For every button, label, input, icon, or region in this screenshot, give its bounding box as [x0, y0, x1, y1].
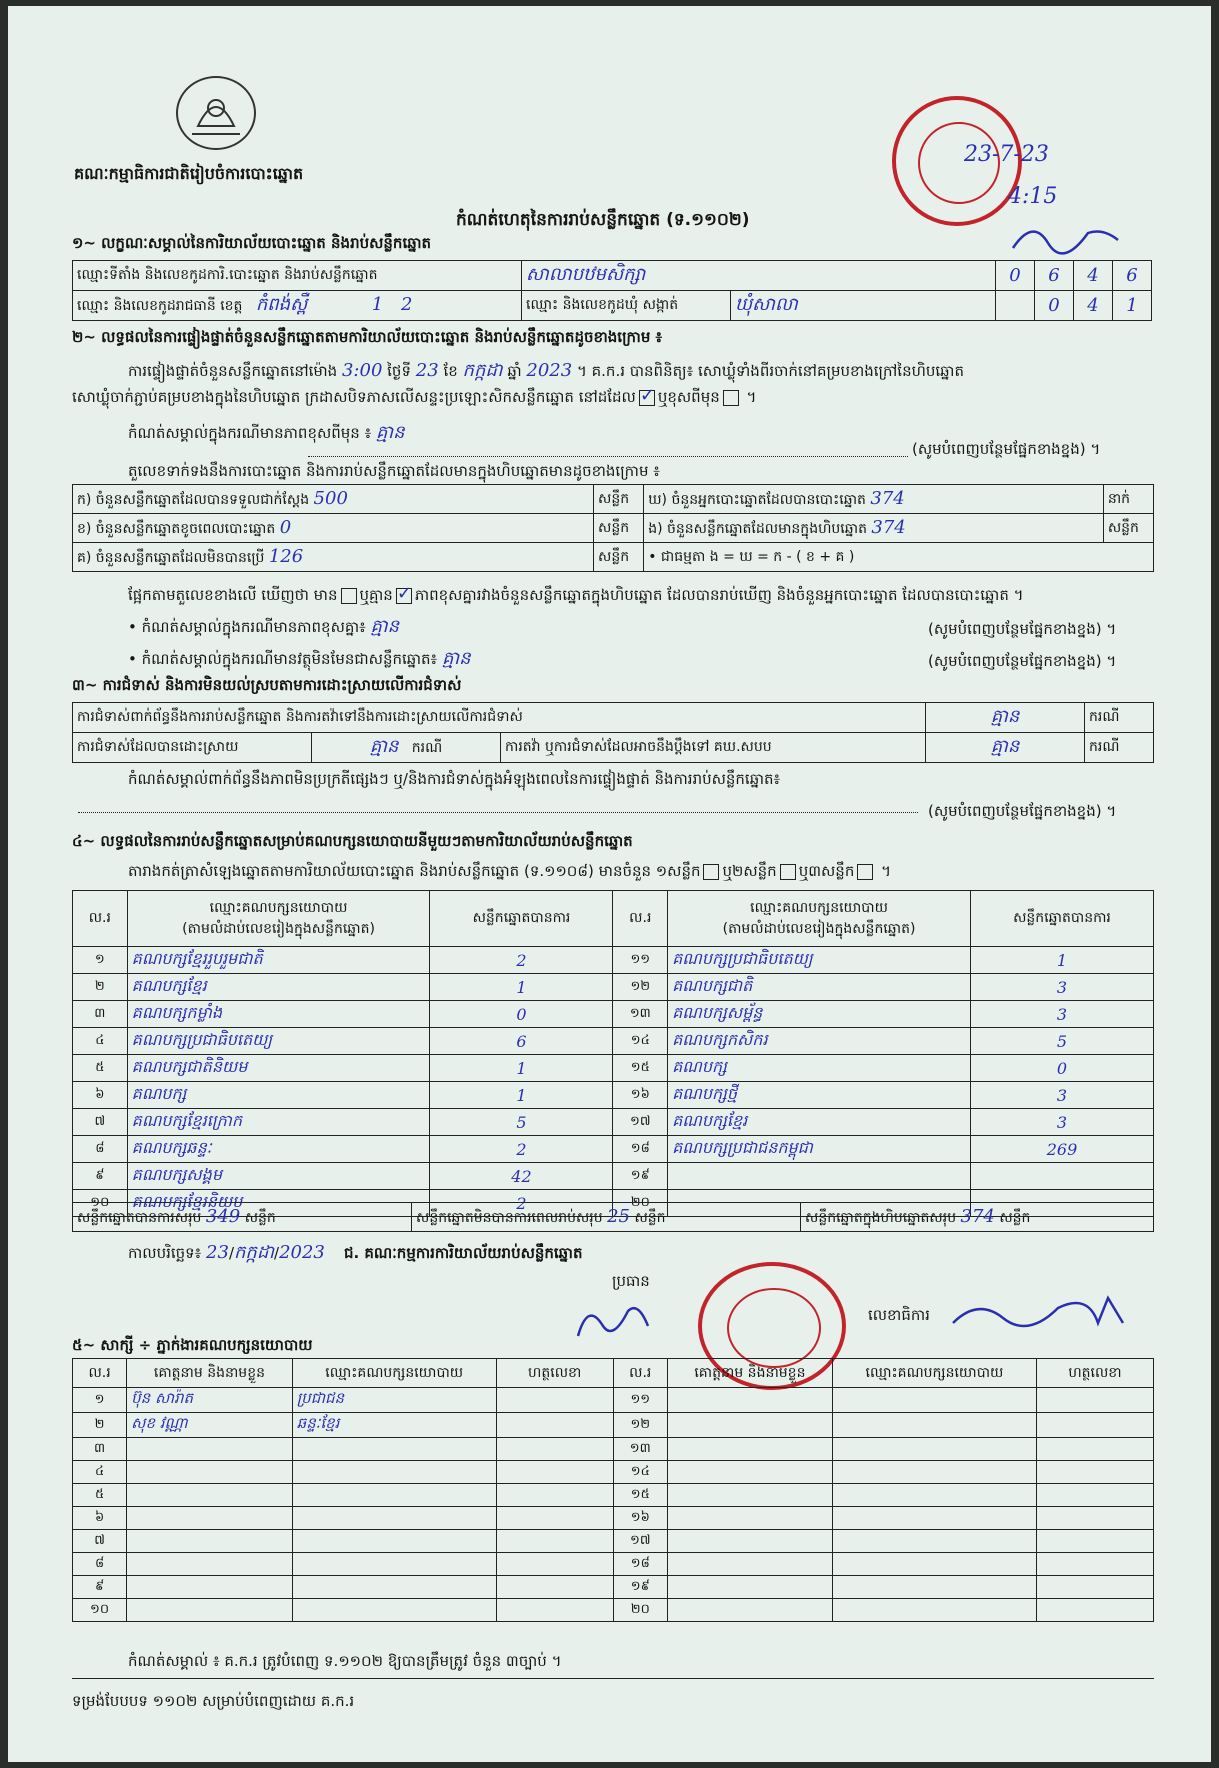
- no-discrepancy-checkbox[interactable]: [396, 588, 412, 604]
- agent-name: [127, 1553, 293, 1576]
- form-title: កំណត់ហេតុនៃការរាប់សន្លឹកឆ្នោត (ទ.១១០២): [456, 210, 750, 230]
- agent-signature: [1036, 1484, 1153, 1507]
- chair-label: ប្រធាន: [612, 1272, 650, 1290]
- agent-signature: [1036, 1599, 1153, 1622]
- agent-signature: [496, 1530, 613, 1553]
- vote-count: 3: [970, 1082, 1153, 1109]
- valid-total: 349: [205, 1205, 241, 1227]
- agent-row: [73, 1388, 1154, 1413]
- agent-signature: [496, 1484, 613, 1507]
- row-number: ៦: [73, 1507, 127, 1530]
- foreign-object-note: • កំណត់សម្គាល់ក្នុងករណីមានវត្ថុមិនមែនជាសន្លឹកឆ្នោត៖ គ្មាន: [128, 648, 471, 669]
- vote-count: 2: [430, 1190, 613, 1217]
- party-name: គណបក្សប្រជាធិបតេយ្យ: [668, 947, 971, 974]
- vote-count: 2: [430, 1136, 613, 1163]
- party-agents-table: ល.រ គោត្តនាម និងនាមខ្លួន ឈ្មោះគណបក្សនយោបាយ ហត្ថលេខា ល.រ គោត្តនាម និងនាមខ្លួន ឈ្មោះគណបក្សនយោបាយ ហត្ថលេខា ១ ប៊ុន សារ៉ាត ប្រជាជន ១១ ២ សុខ វណ្ណា ឆន្ទៈខ្មែរ ១២ ៣ ១៣ ៤ ១៤ ៥ ១៥ ៦ ១៦ ៧ ១៧ ៨ ១៨ ៩ ១៩ ១០ ២០: [72, 1358, 1154, 1622]
- objections-table: ការជំទាស់ពាក់ព័ន្ធនឹងការរាប់សន្លឹកឆ្នោត និងការតវ៉ាទៅនឹងការដោះស្រាយលើការជំទាស់ គ្មាន ករណី ការជំទាស់ដែលបានដោះស្រាយ គ្មាន ករណី ការតវ៉ា ឬការជំទាស់ដែលអាចនឹងប្តឹងទៅ គឃ.សបប គ្មាន ករណី: [72, 702, 1154, 763]
- agent-name: [667, 1576, 832, 1599]
- agent-name: [667, 1438, 832, 1461]
- row-number: ១៥: [613, 1055, 668, 1082]
- form-footer: ទម្រង់បែបបទ ១១០២ សម្រាប់បំពេញដោយ គ.ក.រ: [72, 1692, 355, 1710]
- agent-name: [127, 1438, 293, 1461]
- stamp-time: 4:15: [1008, 184, 1058, 209]
- party-name: គណបក្សខ្មែរក្រោក: [127, 1109, 430, 1136]
- verify-month: កក្កដា: [462, 360, 503, 381]
- agent-signature: [1036, 1388, 1153, 1413]
- agent-name: [667, 1413, 832, 1438]
- agent-signature: [1036, 1413, 1153, 1438]
- party-name: គណបក្សខ្មែរនិយម: [127, 1190, 430, 1217]
- row-number: ៦: [73, 1082, 128, 1109]
- province-label: ឈ្មោះ និងលេខកូដរាជធានី ខេត្ត: [77, 298, 243, 314]
- agent-row: [73, 1576, 1154, 1599]
- agent-party: [292, 1599, 496, 1622]
- formula: ជាធម្មតា ង = ឃ = ក - ( ខ + គ ): [660, 548, 855, 565]
- row-number: ១៧: [613, 1530, 667, 1553]
- agent-party: [832, 1484, 1036, 1507]
- agent-signature: [496, 1576, 613, 1599]
- row-number: ៣: [73, 1438, 127, 1461]
- agent-name: [667, 1599, 832, 1622]
- province-value: កំពង់ស្ពឺ: [255, 294, 308, 315]
- agent-party: [832, 1461, 1036, 1484]
- agent-signature: [496, 1461, 613, 1484]
- verify-day: 23: [415, 360, 439, 381]
- agent-party: [832, 1438, 1036, 1461]
- party-name: គណបក្ស: [127, 1082, 430, 1109]
- agent-row: [73, 1413, 1154, 1438]
- received-value: 500: [313, 487, 348, 509]
- row-number: ៨: [73, 1553, 127, 1576]
- election-form-page: គណៈកម្មាធិការជាតិរៀបចំការបោះឆ្នោត កំណត់ហេតុនៃការរាប់សន្លឹកឆ្នោត (ទ.១១០២) 23-7-23 4:15 ១~ លក្ខណៈសម្គាល់នៃការិយាល័យបោះឆ្នោត និងរាប់សន្លឹកឆ្នោត ឈ្មោះទីតាំង និងលេខកូដការិ.បោះឆ្នោត និងរាប់សន្លឹកឆ្នោត សាលាបឋមសិក្សា 0 6 4 6 ឈ្មោះ និងលេខកូដរាជធានី ខេត្ត កំពង់ស្ពឺ 1 2 ឈ្មោះ និងលេខកូដឃុំ សង្កាត់ ឃុំសាលា 0 4 1 ២~ លទ្ធផលនៃការផ្ទៀងផ្ទាត់ចំនួនសន្លឹកឆ្នោតតាមការិយាល័យបោះឆ្នោត និងរាប់សន្លឹកឆ្នោតដូចខាងក្រោម ៖ ការផ្ទៀងផ្ទាត់ចំនួនសន្លឹកឆ្នោតនៅម៉ោង 3:00 ថ្ងៃទី 23 ខែ កក្កដា ឆ្នាំ 2023 ។ គ.ក.រ បានពិនិត្យ៖ សោឃ្លុំទាំងពីរចាក់នៅគម្របខាងក្រៅនៃហិបឆ្នោត សោឃ្លុំចាក់ភ្ជាប់គម្របខាងក្នុងនៃហិបឆ្នោត ក្រដាសបិទភាសលើសន្ទះប្រឡោះសិកសន្លឹកឆ្នោត នៅដដែល✓ ឬខុសពីមុន ។ កំណត់សម្គាល់ក្នុងករណីមានភាពខុសពីមុន ៖ គ្មាន (សូមបំពេញបន្ថែមផ្នែកខាងខ្នង) ។ តួលេខទាក់ទងនឹងការបោះឆ្នោត និងការរាប់សន្លឹកឆ្នោតដែលមានក្នុងហិបឆ្នោតមានដូចខាងក្រោម ៖ ក) ចំនួនសន្លឹកឆ្នោតដែលបានទទួលជាក់ស្តែង 500 សន្លឹក ឃ) ចំនួនអ្នកបោះឆ្នោតដែលបានបោះឆ្នោត 374 នាក់ ខ) ចំនួនសន្លឹកឆ្នោតខូចពេលបោះឆ្នោត 0 សន្លឹក ង) ចំនួនសន្លឹកឆ្នោតដែលមានក្នុងហិបឆ្នោត 374 សន្លឹក គ) ចំនួនសន្លឹកឆ្នោតដែលមិនបានប្រើ 126 សន្លឹក • ជាធម្មតា ង = ឃ = ក - ( ខ + គ ) ផ្អែកតាមតួលេខខាងលើ ឃើញថា មាន ឬគ្មាន✓ ភាពខុសគ្នារវាងចំនួនសន្លឹកឆ្នោតក្នុងហិបឆ្នោត ដែលបានរាប់ឃើញ និងចំនួនអ្នកបោះឆ្នោត ដែលបានបោះឆ្នោត ។ • កំណត់សម្គាល់ក្នុងករណីមានភាពខុសគ្នា៖ គ្មាន (សូមបំពេញបន្ថែមផ្នែកខាងខ្នង) ។ • កំណត់សម្គាល់ក្នុងករណីមានវត្ថុមិនមែនជាសន្លឹកឆ្នោត៖ គ្មាន (សូមបំពេញបន្ថែមផ្នែកខាងខ្នង) ។ ៣~ ការជំទាស់ និងការមិនយល់ស្របតាមការដោះស្រាយលើការជំទាស់ ការជំទាស់ពាក់ព័ន្ធនឹងការរាប់សន្លឹកឆ្នោត និងការតវ៉ាទៅនឹងការដោះស្រាយលើការជំទាស់ គ្មាន ករណី ការជំទាស់ដែលបានដោះស្រាយ គ្មាន ករណី ការតវ៉ា ឬការជំទាស់ដែលអាចនឹងប្តឹងទៅ គឃ.សបប គ្មាន ករណី កំណត់សម្គាល់ពាក់ព័ន្ធនឹងភាពមិនប្រក្រតីផ្សេងៗ ឬ/និងការជំទាស់ក្នុងអំឡុងពេលនៃការផ្ទៀងផ្ទាត់ និងការរាប់សន្លឹកឆ្នោត៖ (សូមបំពេញបន្ថែមផ្នែកខាងខ្នង) ។ ៤~ លទ្ធផលនៃការរាប់សន្លឹកឆ្នោតសម្រាប់គណបក្សនយោបាយនីមួយៗតាមការិយាល័យរាប់សន្លឹកឆ្នោត តារាងកត់ត្រាសំឡេងឆ្នោតតាមការិយាល័យបោះឆ្នោត និងរាប់សន្លឹកឆ្នោត (ទ.១១០៨) មានចំនួន ១សន្លឹក ឬ២សន្លឹក ឬ៣សន្លឹក ។ ល.រ ឈ្មោះគណបក្សនយោបាយ (តាមលំដាប់លេខរៀងក្នុងសន្លឹកឆ្នោត) សន្លឹកឆ្នោតបានការ ល.រ ឈ្មោះគណបក្សនយោបាយ (តាមលំដាប់លេខរៀងក្នុងសន្លឹកឆ្នោត) សន្លឹកឆ្នោតបានការ ១ គណបក្សខ្មែររួបរួមជាតិ 2 ១១ គណបក្សប្រជាធិបតេយ្យ 1 ២ គណបក្សខ្មែរ 1 ១២ គណបក្សជាតិ 3 ៣ គណបក្សកម្លាំង 0 ១៣ គណបក្សសម្ព័ន្ធ 3 ៤ គណបក្សប្រជាធិបតេយ្យ 6 ១៤ គណបក្សកសិករ 5 ៥ គណបក្សជាតិនិយម 1 ១៥ គណបក្ស 0 ៦ គណបក្ស 1 ១៦ គណបក្សថ្មី 3 ៧ គណបក្សខ្មែរក្រោក 5 ១៧ គណបក្សខ្មែរ 3 ៨ គណបក្សឆន្ទៈ 2 ១៨ គណបក្សប្រជាជនកម្ពុជា 269 ៩ គណបក្សសង្គម 42 ១៩ ១០ គណបក្សខ្មែរនិយម 2 ២០ សន្លឹកឆ្នោតបានការសរុប 349 សន្លឹក សន្លឹកឆ្នោតមិនបានការពេលរាប់សរុប 25 សន្លឹក សន្លឹកឆ្នោតក្នុងហិបឆ្នោតសរុប 374 សន្លឹក កាលបរិច្ឆេទ៖ 23/កក្កដា/2023 ជ. គណៈកម្មការការិយាល័យរាប់សន្លឹកឆ្នោត ប្រធាន លេខាធិការ ៥~ សាក្សី ÷ ភ្នាក់ងារគណបក្សនយោបាយ ល.រ គោត្តនាម និងនាមខ្លួន ឈ្មោះគណបក្សនយោបាយ ហត្ថលេខា ល.រ គោត្តនាម និងនាមខ្លួន ឈ្មោះគណបក្សនយោបាយ ហត្ថលេខា ១ ប៊ុន សារ៉ាត ប្រជាជន ១១ ២ សុខ វណ្ណា ឆន្ទៈខ្មែរ ១២ ៣ ១៣ ៤ ១៤ ៥ ១៥ ៦ ១៦ ៧ ១៧ ៨ ១៨ ៩ ១៩ ១០ ២០ កំណត់សម្គាល់ ៖ គ.ក.រ ត្រូវបំពេញ ទ.១១០២ ឱ្យបានត្រឹមត្រូវ ចំនួន ៣ច្បាប់ ។ ទម្រង់បែបបទ ១១០២ សម្រាប់បំពេញដោយ គ.ក.រ: [8, 6, 1211, 1762]
- two-sheet-checkbox[interactable]: [780, 864, 796, 880]
- verify-time: 3:00: [341, 360, 383, 381]
- party-name: គណបក្សខ្មែរ: [127, 974, 430, 1001]
- row-number: ១៨: [613, 1136, 668, 1163]
- row-number: ១៧: [613, 1109, 668, 1136]
- row-number: ១៨: [613, 1553, 667, 1576]
- commune-code-digit: 0: [1035, 291, 1074, 321]
- agent-party: [292, 1438, 496, 1461]
- row-number: ១៥: [613, 1484, 667, 1507]
- result-row: [73, 1001, 1154, 1028]
- agent-signature: [496, 1553, 613, 1576]
- agent-signature: [1036, 1576, 1153, 1599]
- agent-party: [292, 1553, 496, 1576]
- box-total: 374: [960, 1205, 995, 1227]
- agent-name: [667, 1553, 832, 1576]
- seal-status-line: សោឃ្លុំចាក់ភ្ជាប់គម្របខាងក្នុងនៃហិបឆ្នោត ក្រដាសបិទភាសលើសន្ទះប្រឡោះសិកសន្លឹកឆ្នោត នៅដដែល✓ ឬខុសពីមុន ។: [72, 388, 756, 406]
- result-row: [73, 974, 1154, 1001]
- row-number: ៩: [73, 1163, 128, 1190]
- agent-party: [292, 1507, 496, 1530]
- office-label: ឈ្មោះទីតាំង និងលេខកូដការិ.បោះឆ្នោត និងរាប់សន្លឹកឆ្នោត: [73, 261, 522, 291]
- row-number: ១៦: [613, 1507, 667, 1530]
- totals-row: សន្លឹកឆ្នោតបានការសរុប 349 សន្លឹក សន្លឹកឆ្នោតមិនបានការពេលរាប់សរុប 25 សន្លឹក សន្លឹកឆ្នោតក្នុងហិបឆ្នោតសរុប 374 សន្លឹក: [72, 1202, 1154, 1232]
- party-name: គណបក្ស: [668, 1055, 971, 1082]
- agent-row: [73, 1530, 1154, 1553]
- office-code-digit: 6: [1035, 261, 1074, 291]
- agent-party: [292, 1484, 496, 1507]
- agent-signature: [496, 1388, 613, 1413]
- agent-row: [73, 1507, 1154, 1530]
- row-number: ៣: [73, 1001, 128, 1028]
- tally-sheet-line: តារាងកត់ត្រាសំឡេងឆ្នោតតាមការិយាល័យបោះឆ្នោត និងរាប់សន្លឹកឆ្នោត (ទ.១១០៨) មានចំនួន ១សន្លឹក ឬ២សន្លឹក ឬ៣សន្លឹក ។: [128, 862, 892, 880]
- committee-name: គណៈកម្មាធិការជាតិរៀបចំការបោះឆ្នោត: [74, 164, 304, 183]
- result-row: [73, 947, 1154, 974]
- province-code-digit: 2: [400, 294, 413, 315]
- agent-name: [667, 1461, 832, 1484]
- party-name: [668, 1163, 971, 1190]
- vote-count: 0: [430, 1001, 613, 1028]
- row-number: ៥: [73, 1055, 128, 1082]
- row-number: ១៤: [613, 1461, 667, 1484]
- vote-count: [970, 1163, 1153, 1190]
- result-row: [73, 1163, 1154, 1190]
- discrepancy-note: • កំណត់សម្គាល់ក្នុងករណីមានភាពខុសគ្នា៖ គ្មាន: [128, 616, 400, 637]
- party-name: គណបក្សខ្មែរ: [668, 1109, 971, 1136]
- party-results-table: ល.រ ឈ្មោះគណបក្សនយោបាយ (តាមលំដាប់លេខរៀងក្នុងសន្លឹកឆ្នោត) សន្លឹកឆ្នោតបានការ ល.រ ឈ្មោះគណបក្សនយោបាយ (តាមលំដាប់លេខរៀងក្នុងសន្លឹកឆ្នោត) សន្លឹកឆ្នោតបានការ ១ គណបក្សខ្មែររួបរួមជាតិ 2 ១១ គណបក្សប្រជាធិបតេយ្យ 1 ២ គណបក្សខ្មែរ 1 ១២ គណបក្សជាតិ 3 ៣ គណបក្សកម្លាំង 0 ១៣ គណបក្សសម្ព័ន្ធ 3 ៤ គណបក្សប្រជាធិបតេយ្យ 6 ១៤ គណបក្សកសិករ 5 ៥ គណបក្សជាតិនិយម 1 ១៥ គណបក្ស 0 ៦ គណបក្ស 1 ១៦ គណបក្សថ្មី 3 ៧ គណបក្សខ្មែរក្រោក 5 ១៧ គណបក្សខ្មែរ 3 ៨ គណបក្សឆន្ទៈ 2 ១៨ គណបក្សប្រជាជនកម្ពុជា 269 ៩ គណបក្សសង្គម 42 ១៩ ១០ គណបក្សខ្មែរនិយម 2 ២០: [72, 890, 1154, 1217]
- commune-code-digit: 1: [1113, 291, 1152, 321]
- agent-signature: [496, 1413, 613, 1438]
- commune-label: ឈ្មោះ និងលេខកូដឃុំ សង្កាត់: [522, 291, 731, 321]
- vote-count: 1: [970, 947, 1153, 974]
- has-discrepancy-checkbox[interactable]: [341, 588, 357, 604]
- agent-row: [73, 1599, 1154, 1622]
- vote-count: 3: [970, 1109, 1153, 1136]
- vote-count: 1: [430, 974, 613, 1001]
- in-box-value: 374: [871, 516, 906, 538]
- row-number: ១០: [73, 1599, 127, 1622]
- vote-count: 5: [970, 1028, 1153, 1055]
- party-name: គណបក្សថ្មី: [668, 1082, 971, 1109]
- agent-signature: [1036, 1507, 1153, 1530]
- agent-name: [127, 1599, 293, 1622]
- signature-icon: [1008, 218, 1128, 258]
- agent-party: [832, 1388, 1036, 1413]
- office-name-value: សាលាបឋមសិក្សា: [526, 264, 646, 285]
- verify-year: 2023: [526, 360, 573, 381]
- section5-heading: ៥~ សាក្សី ÷ ភ្នាក់ងារគណបក្សនយោបាយ: [72, 1336, 313, 1354]
- vote-count: 3: [970, 1001, 1153, 1028]
- row-number: ១៦: [613, 1082, 668, 1109]
- ballot-figures-table: ក) ចំនួនសន្លឹកឆ្នោតដែលបានទទួលជាក់ស្តែង 500 សន្លឹក ឃ) ចំនួនអ្នកបោះឆ្នោតដែលបានបោះឆ្នោត 374 នាក់ ខ) ចំនួនសន្លឹកឆ្នោតខូចពេលបោះឆ្នោត 0 សន្លឹក ង) ចំនួនសន្លឹកឆ្នោតដែលមានក្នុងហិបឆ្នោត 374 សន្លឹក គ) ចំនួនសន្លឹកឆ្នោតដែលមិនបានប្រើ 126 សន្លឹក • ជាធម្មតា ង = ឃ = ក - ( ខ + គ ): [72, 484, 1154, 572]
- party-name: គណបក្សកម្លាំង: [127, 1001, 430, 1028]
- agent-party: [832, 1507, 1036, 1530]
- row-number: ២០: [613, 1190, 668, 1217]
- one-sheet-checkbox[interactable]: [703, 864, 719, 880]
- row-number: ១១: [613, 1388, 667, 1413]
- agent-party: [832, 1553, 1036, 1576]
- row-number: ២: [73, 974, 128, 1001]
- stamp-date: 23-7-23: [964, 142, 1049, 167]
- vote-count: 3: [970, 974, 1153, 1001]
- agent-name: [127, 1461, 293, 1484]
- same-checkbox[interactable]: [639, 390, 655, 406]
- chair-signature-icon: [568, 1296, 658, 1346]
- row-number: ២: [73, 1413, 127, 1438]
- discrepancy-line: ផ្អែកតាមតួលេខខាងលើ ឃើញថា មាន ឬគ្មាន✓ ភាពខុសគ្នារវាងចំនួនសន្លឹកឆ្នោតក្នុងហិបឆ្នោត ដែលបានរាប់ឃើញ និងចំនួនអ្នកបោះឆ្នោត ដែលបានបោះឆ្នោត ។: [128, 586, 1024, 604]
- party-name: គណបក្សជាតិនិយម: [127, 1055, 430, 1082]
- invalid-total: 25: [607, 1205, 630, 1227]
- section1-heading: ១~ លក្ខណៈសម្គាល់នៃការិយាល័យបោះឆ្នោត និងរាប់សន្លឹកឆ្នោត: [72, 234, 432, 252]
- agent-party: [292, 1530, 496, 1553]
- party-name: គណបក្សប្រជាធិបតេយ្យ: [127, 1028, 430, 1055]
- section2-heading: ២~ លទ្ធផលនៃការផ្ទៀងផ្ទាត់ចំនួនសន្លឹកឆ្នោតតាមការិយាល័យបោះឆ្នោត និងរាប់សន្លឹកឆ្នោតដូចខាងក្រោម ៖: [72, 328, 663, 346]
- vote-count: 5: [430, 1109, 613, 1136]
- party-name: គណបក្សខ្មែររួបរួមជាតិ: [127, 947, 430, 974]
- figures-intro: តួលេខទាក់ទងនឹងការបោះឆ្នោត និងការរាប់សន្លឹកឆ្នោតដែលមានក្នុងហិបឆ្នោតមានដូចខាងក្រោម ៖: [128, 462, 660, 480]
- result-row: [73, 1136, 1154, 1163]
- result-row: [73, 1109, 1154, 1136]
- vote-count: 269: [970, 1136, 1153, 1163]
- agent-party: ឆន្ទៈខ្មែរ: [292, 1413, 496, 1438]
- agent-name: [127, 1530, 293, 1553]
- spoiled-value: 0: [279, 516, 292, 538]
- footer-note: កំណត់សម្គាល់ ៖ គ.ក.រ ត្រូវបំពេញ ទ.១១០២ ឱ្យបានត្រឹមត្រូវ ចំនួន ៣ច្បាប់ ។: [128, 1652, 562, 1670]
- province-code-digit: 1: [371, 294, 384, 315]
- agent-name: [667, 1388, 832, 1413]
- vote-count: 1: [430, 1082, 613, 1109]
- verification-line: ការផ្ទៀងផ្ទាត់ចំនួនសន្លឹកឆ្នោតនៅម៉ោង 3:00 ថ្ងៃទី 23 ខែ កក្កដា ឆ្នាំ 2023 ។ គ.ក.រ បានពិនិត្យ៖ សោឃ្លុំទាំងពីរចាក់នៅគម្របខាងក្រៅនៃហិបឆ្នោត: [128, 360, 964, 381]
- row-number: ១១: [613, 947, 668, 974]
- agent-party: [832, 1413, 1036, 1438]
- agent-row: [73, 1461, 1154, 1484]
- result-row: [73, 1028, 1154, 1055]
- vote-count: 6: [430, 1028, 613, 1055]
- voters-value: 374: [870, 487, 905, 509]
- agent-signature: [1036, 1438, 1153, 1461]
- agent-signature: [1036, 1530, 1153, 1553]
- party-name: គណបក្សសង្គម: [127, 1163, 430, 1190]
- office-code-digit: 4: [1074, 261, 1113, 291]
- row-number: ៧: [73, 1109, 128, 1136]
- agent-name: [667, 1507, 832, 1530]
- agent-row: [73, 1553, 1154, 1576]
- agent-name: ប៊ុន សារ៉ាត: [127, 1388, 293, 1413]
- unused-value: 126: [268, 545, 304, 567]
- party-name: គណបក្សឆន្ទៈ: [127, 1136, 430, 1163]
- row-number: ១៣: [613, 1001, 668, 1028]
- irregularity-note: កំណត់សម្គាល់ពាក់ព័ន្ធនឹងភាពមិនប្រក្រតីផ្សេងៗ ឬ/និងការជំទាស់ក្នុងអំឡុងពេលនៃការផ្ទៀងផ្ទាត់ និងការរាប់សន្លឹកឆ្នោត៖: [128, 770, 781, 788]
- section3-heading: ៣~ ការជំទាស់ និងការមិនយល់ស្របតាមការដោះស្រាយលើការជំទាស់: [72, 676, 462, 694]
- note1: កំណត់សម្គាល់ក្នុងករណីមានភាពខុសពីមុន ៖ គ្មាន: [128, 422, 405, 443]
- row-number: ១២: [613, 974, 668, 1001]
- agent-name: [667, 1530, 832, 1553]
- row-number: ៨: [73, 1136, 128, 1163]
- agent-name: [667, 1484, 832, 1507]
- row-number: ១២: [613, 1413, 667, 1438]
- agent-party: ប្រជាជន: [292, 1388, 496, 1413]
- national-emblem-icon: [176, 76, 256, 150]
- date-line: កាលបរិច្ឆេទ៖ 23/កក្កដា/2023 ជ. គណៈកម្មការការិយាល័យរាប់សន្លឹកឆ្នោត: [128, 1242, 583, 1263]
- row-number: ៩: [73, 1576, 127, 1599]
- row-number: ៧: [73, 1530, 127, 1553]
- vote-count: 2: [430, 947, 613, 974]
- secretary-signature-icon: [948, 1288, 1148, 1338]
- result-row: [73, 1082, 1154, 1109]
- different-checkbox[interactable]: [723, 390, 739, 406]
- agent-signature: [496, 1507, 613, 1530]
- commune-value: ឃុំសាលា: [735, 294, 798, 315]
- office-code-digit: 0: [996, 261, 1035, 291]
- three-sheet-checkbox[interactable]: [857, 864, 873, 880]
- row-number: ៤: [73, 1461, 127, 1484]
- vote-count: 42: [430, 1163, 613, 1190]
- result-row: [73, 1055, 1154, 1082]
- agent-name: [127, 1576, 293, 1599]
- section1-table: [72, 260, 1152, 321]
- row-number: ១៩: [613, 1163, 668, 1190]
- agent-name: [127, 1507, 293, 1530]
- agent-party: [832, 1576, 1036, 1599]
- row-number: ៤: [73, 1028, 128, 1055]
- party-name: គណបក្សសម្ព័ន្ធ: [668, 1001, 971, 1028]
- section4-heading: ៤~ លទ្ធផលនៃការរាប់សន្លឹកឆ្នោតសម្រាប់គណបក្សនយោបាយនីមួយៗតាមការិយាល័យរាប់សន្លឹកឆ្នោត: [72, 832, 633, 850]
- office-code-digit: 6: [1113, 261, 1152, 291]
- fill-hint: (សូមបំពេញបន្ថែមផ្នែកខាងខ្នង) ។: [912, 440, 1101, 458]
- vote-count: 0: [970, 1055, 1153, 1082]
- commune-code-digit: 4: [1074, 291, 1113, 321]
- agent-name: សុខ វណ្ណា: [127, 1413, 293, 1438]
- row-number: ១០: [73, 1190, 128, 1217]
- agent-party: [292, 1461, 496, 1484]
- agent-signature: [1036, 1461, 1153, 1484]
- row-number: ៥: [73, 1484, 127, 1507]
- row-number: ១: [73, 1388, 127, 1413]
- agent-party: [292, 1576, 496, 1599]
- row-number: ១៩: [613, 1576, 667, 1599]
- agent-row: [73, 1438, 1154, 1461]
- agent-row: [73, 1484, 1154, 1507]
- party-name: គណបក្សជាតិ: [668, 974, 971, 1001]
- agent-name: [127, 1484, 293, 1507]
- row-number: ១: [73, 947, 128, 974]
- agent-signature: [1036, 1553, 1153, 1576]
- row-number: ១៣: [613, 1438, 667, 1461]
- row-number: ២០: [613, 1599, 667, 1622]
- secretary-label: លេខាធិការ: [868, 1306, 930, 1324]
- party-name: គណបក្សប្រជាជនកម្ពុជា: [668, 1136, 971, 1163]
- agent-signature: [496, 1438, 613, 1461]
- row-number: ១៤: [613, 1028, 668, 1055]
- agent-party: [832, 1530, 1036, 1553]
- vote-count: 1: [430, 1055, 613, 1082]
- agent-party: [832, 1599, 1036, 1622]
- party-name: គណបក្សកសិករ: [668, 1028, 971, 1055]
- agent-signature: [496, 1599, 613, 1622]
